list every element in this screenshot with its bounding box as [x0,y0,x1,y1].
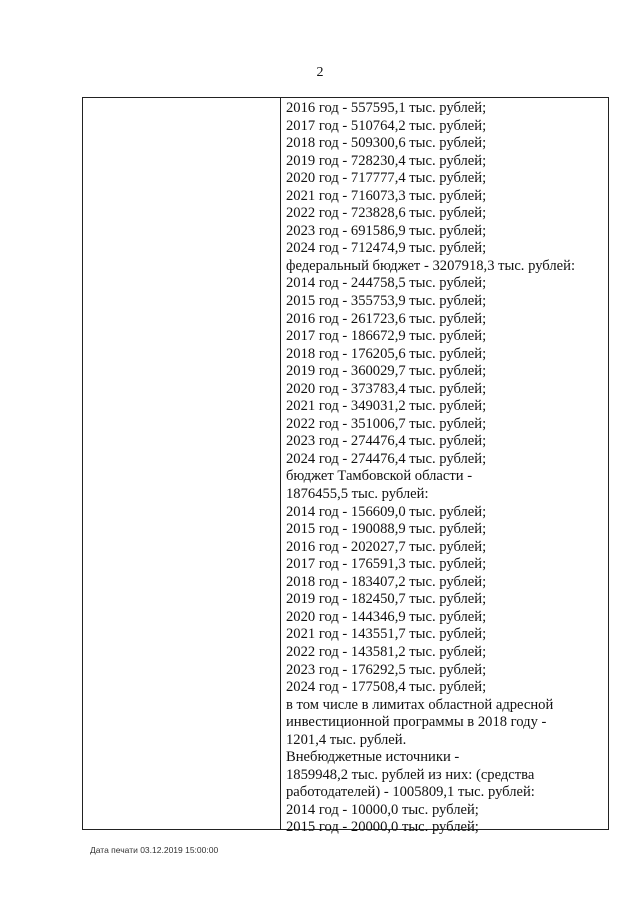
text-line: 2018 год - 176205,6 тыс. рублей; [286,345,487,362]
text-line: 2019 год - 728230,4 тыс. рублей; [286,152,487,169]
text-line: 2018 год - 183407,2 тыс. рублей; [286,573,487,590]
text-line: федеральный бюджет - 3207918,3 тыс. рублей: [286,257,575,274]
funding-table [82,97,609,836]
text-line: 2019 год - 360029,7 тыс. рублей; [286,363,487,380]
text-line: инвестиционной программы в 2018 году - [286,714,547,731]
text-line: 2017 год - 186672,9 тыс. рублей; [286,328,487,345]
page-number: 2 [316,65,324,80]
text-line: 2016 год - 557595,1 тыс. рублей; [286,100,487,116]
text-line: 2021 год - 349031,2 тыс. рублей; [286,398,487,415]
text-line: 2014 год - 10000,0 тыс. рублей; [286,801,479,818]
text-line: 2023 год - 274476,4 тыс. рублей; [286,433,487,450]
print-date-footer: Дата печати 03.12.2019 15:00:00 [90,845,219,855]
text-line: 2016 год - 202027,7 тыс. рублей; [286,538,487,555]
text-line: 2017 год - 510764,2 тыс. рублей; [286,117,487,134]
text-line: 1859948,2 тыс. рублей из них: (средства [286,766,535,783]
text-line: 2014 год - 156609,0 тыс. рублей; [286,503,487,520]
text-line: 2024 год - 712474,9 тыс. рублей; [286,240,487,257]
funding-text-cell [286,100,602,837]
text-line: в том числе в лимитах областной адресной [286,696,554,713]
text-line: 2021 год - 716073,3 тыс. рублей; [286,187,487,204]
text-line: Внебюджетные источники - [286,749,460,766]
text-line: 2020 год - 717777,4 тыс. рублей; [286,170,487,187]
text-line: 2019 год - 182450,7 тыс. рублей; [286,591,487,608]
text-line: 2021 год - 143551,7 тыс. рублей; [286,626,487,643]
text-line: 1876455,5 тыс. рублей: [286,486,429,503]
text-line: 2015 год - 20000,0 тыс. рублей; [286,819,479,836]
text-line: 2020 год - 373783,4 тыс. рублей; [286,380,487,397]
text-line: 2018 год - 509300,6 тыс. рублей; [286,135,487,152]
text-line: работодателей) - 1005809,1 тыс. рублей: [286,784,535,801]
text-line: 2015 год - 190088,9 тыс. рублей; [286,521,487,538]
text-line: 2015 год - 355753,9 тыс. рублей; [286,293,487,310]
text-line: 2022 год - 351006,7 тыс. рублей; [286,415,487,432]
text-line: 2016 год - 261723,6 тыс. рублей; [286,310,487,327]
text-line: 2014 год - 244758,5 тыс. рублей; [286,275,487,292]
text-line: 2024 год - 177508,4 тыс. рублей; [286,679,487,696]
text-line: бюджет Тамбовской области - [286,468,473,485]
text-line: 1201,4 тыс. рублей. [286,731,407,748]
text-line: 2020 год - 144346,9 тыс. рублей; [286,608,487,625]
text-line: 2022 год - 143581,2 тыс. рублей; [286,643,487,660]
text-line: 2022 год - 723828,6 тыс. рублей; [286,205,487,222]
text-line: 2023 год - 176292,5 тыс. рублей; [286,661,487,678]
text-line: 2017 год - 176591,3 тыс. рублей; [286,556,487,573]
text-line: 2024 год - 274476,4 тыс. рублей; [286,450,487,467]
column-divider [280,98,281,829]
text-line: 2023 год - 691586,9 тыс. рублей; [286,222,487,239]
